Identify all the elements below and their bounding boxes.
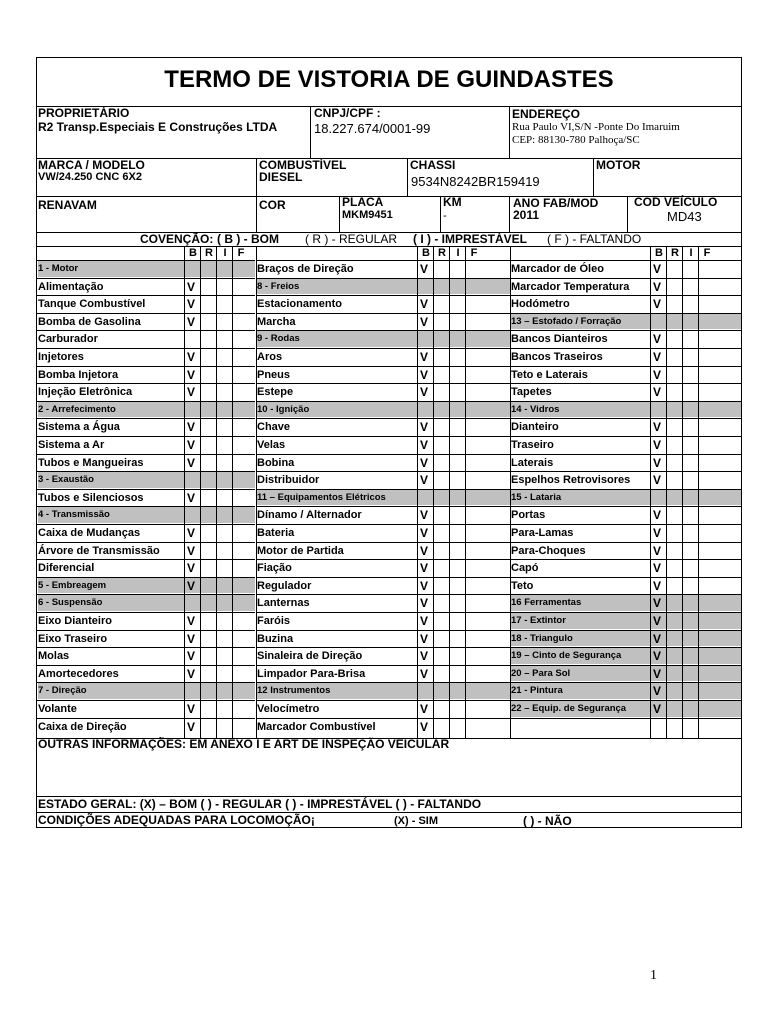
checklist-item: Sistema a Ar <box>38 439 105 451</box>
checklist-item: Limpador Para-Brisa <box>257 667 366 680</box>
check-mark: V <box>187 455 196 470</box>
page-number: 1 <box>650 968 657 983</box>
check-mark: V <box>420 385 429 400</box>
fuel-value: DIESEL <box>259 170 303 184</box>
check-mark: V <box>420 578 429 593</box>
check-mark: V <box>420 719 429 734</box>
section-header: 19 – Cinto de Segurança <box>511 650 622 662</box>
column-header-i: I <box>223 247 227 259</box>
km-value: - <box>443 210 447 222</box>
checklist-item: Teto e Laterais <box>511 368 588 381</box>
section-header: 14 - Vidros <box>511 403 560 415</box>
column-header-i: I <box>689 247 693 259</box>
conditions-label: CONDIÇÕES ADEQUADAS PARA LOCOMOÇÃO¡ <box>38 813 315 827</box>
checklist-item: Diferencial <box>38 562 95 575</box>
checklist-item: Faróis <box>257 615 291 627</box>
check-mark: V <box>653 702 662 716</box>
checklist-item: Velas <box>257 439 286 451</box>
check-mark: V <box>420 614 429 628</box>
section-header: 11 – Equipamentos Elétricos <box>257 491 386 503</box>
checklist-item: Motor de Partida <box>257 544 344 557</box>
check-mark: V <box>653 543 662 558</box>
check-mark: V <box>420 508 429 523</box>
checklist-item: Espelhos Retrovisores <box>511 474 631 487</box>
column-header-f: F <box>470 247 478 259</box>
checklist-item: Bomba Injetora <box>38 368 119 381</box>
checklist-item: Aros <box>257 351 283 363</box>
check-mark: V <box>420 666 429 681</box>
checklist-item: Eixo Traseiro <box>38 632 108 645</box>
conditions-no: ( ) - NÃO <box>523 814 572 828</box>
check-mark: V <box>420 438 429 452</box>
section-header: 20 – Para Sol <box>511 667 571 679</box>
checklist-item: Velocímetro <box>257 703 320 715</box>
section-header: 13 – Estofado / Forração <box>511 315 622 327</box>
check-mark: V <box>187 350 196 364</box>
checklist-item: Marcha <box>257 315 296 328</box>
checklist-item: Sinaleira de Direção <box>257 650 363 663</box>
chassis-label: CHASSI <box>410 158 456 172</box>
checklist-item: Tapetes <box>511 386 552 399</box>
check-mark: V <box>653 455 662 470</box>
check-mark: V <box>187 438 196 452</box>
section-header: 7 - Direção <box>38 685 87 697</box>
checklist-item: Bateria <box>257 527 295 539</box>
year-label: ANO FAB/MOD <box>513 196 599 210</box>
check-mark: V <box>420 526 429 540</box>
checklist-item: Injetores <box>38 351 84 363</box>
address-line-1: Rua Paulo VI,S/N -Ponte Do Imaruim <box>512 121 680 133</box>
check-mark: V <box>653 684 662 699</box>
section-header: 8 - Freios <box>257 280 300 292</box>
check-mark: V <box>653 420 662 435</box>
legend-unusable: ( I ) - IMPRESTÁVEL <box>413 232 527 246</box>
column-header-b: B <box>189 247 197 259</box>
legend-title: COVENÇÃO: <box>140 232 214 246</box>
check-mark: V <box>653 385 662 400</box>
checklist-item: Alimentação <box>38 280 104 293</box>
check-mark: V <box>653 262 662 276</box>
check-mark: V <box>187 702 196 716</box>
motor-label: MOTOR <box>596 158 641 172</box>
section-header: 16 Ferramentas <box>511 597 582 609</box>
check-mark: V <box>187 367 196 382</box>
check-mark: V <box>187 719 196 734</box>
renavam-label: RENAVAM <box>38 198 97 212</box>
checklist-item: Bancos Traseiros <box>511 351 603 363</box>
year-value: 2011 <box>513 208 540 222</box>
cnpj-label: CNPJ/CPF : <box>314 106 381 120</box>
legend-good: ( B ) - BOM <box>217 232 279 246</box>
section-header: 2 - Arrefecimento <box>38 403 116 415</box>
section-header: 18 - Triangulo <box>511 632 573 644</box>
checklist-item: Dianteiro <box>511 421 559 434</box>
checklist-item: Amortecedores <box>38 667 119 680</box>
check-mark: V <box>420 420 429 435</box>
km-label: KM <box>443 195 462 209</box>
column-header-i: I <box>456 247 460 259</box>
check-mark: V <box>420 631 429 646</box>
section-header: 22 – Equip. de Segurança <box>511 703 627 714</box>
check-mark: V <box>420 455 429 470</box>
section-header: 12 Instrumentos <box>257 685 331 697</box>
checklist-item: Tanque Combustível <box>38 298 146 311</box>
checklist-item: Sistema a Água <box>38 421 120 434</box>
checklist-item: Regulador <box>257 579 312 592</box>
check-mark: V <box>187 420 196 435</box>
legend-regular: ( R ) - REGULAR <box>305 232 398 246</box>
check-mark: V <box>420 543 429 558</box>
checklist-item: Tubos e Silenciosos <box>38 491 144 504</box>
checklist-item: Teto <box>511 579 534 592</box>
column-header-f: F <box>237 247 245 259</box>
checklist-item: Marcador Temperatura <box>511 280 630 293</box>
check-mark: V <box>420 350 429 364</box>
checklist-item: Para-Lamas <box>511 527 574 539</box>
checklist-item: Bobina <box>257 456 295 469</box>
check-mark: V <box>653 614 662 628</box>
check-mark: V <box>420 314 429 329</box>
section-header: 15 - Lataria <box>511 491 562 503</box>
check-mark: V <box>187 666 196 681</box>
checklist-item: Estepe <box>257 386 294 399</box>
inspection-form <box>36 57 742 828</box>
checklist-item: Buzina <box>257 632 294 645</box>
column-header-r: R <box>438 247 446 259</box>
check-mark: V <box>653 279 662 294</box>
check-mark: V <box>187 526 196 540</box>
checklist-item: Estacionamento <box>257 298 342 311</box>
checklist-item: Pneus <box>257 368 291 381</box>
checklist-item: Traseiro <box>511 439 554 451</box>
checklist-item: Caixa de Mudanças <box>38 527 141 539</box>
check-mark: V <box>420 367 429 382</box>
general-state: ESTADO GERAL: (X) – BOM ( ) - REGULAR ( ) - IMPRESTÁVEL ( ) - FALTANDO <box>38 797 482 811</box>
check-mark: V <box>653 666 662 681</box>
section-header: 21 - Pintura <box>511 685 563 697</box>
check-mark: V <box>187 314 196 329</box>
checklist-item: Laterais <box>511 456 554 469</box>
section-header: 3 - Exaustão <box>38 474 94 486</box>
check-mark: V <box>187 578 196 593</box>
checklist-item: Bomba de Gasolina <box>38 315 141 328</box>
check-mark: V <box>187 279 196 294</box>
code-label: COD VEÍCULO <box>634 195 718 209</box>
check-mark: V <box>420 702 429 716</box>
checklist-item: Braços de Direção <box>257 263 354 275</box>
column-header-f: F <box>703 247 711 259</box>
check-mark: V <box>187 385 196 400</box>
check-mark: V <box>187 649 196 664</box>
check-mark: V <box>187 614 196 628</box>
check-mark: V <box>420 262 429 276</box>
check-mark: V <box>420 561 429 576</box>
checklist-item: Carburador <box>38 333 98 346</box>
legend-missing: ( F ) - FALTANDO <box>547 232 642 246</box>
checklist-item: Distribuidor <box>257 474 320 487</box>
checklist-item: Caixa de Direção <box>38 720 127 733</box>
section-header: 4 - Transmissão <box>38 509 110 521</box>
other-info: OUTRAS INFORMAÇÕES: EM ANEXO I E ART DE INSPEÇÃO VEICULAR <box>38 737 450 751</box>
checklist-item: Eixo Dianteiro <box>38 615 112 627</box>
check-mark: V <box>653 649 662 664</box>
check-mark: V <box>653 350 662 364</box>
checklist-item: Portas <box>511 509 546 522</box>
check-mark: V <box>187 297 196 312</box>
checklist-item: Marcador de Óleo <box>511 263 604 275</box>
check-mark: V <box>653 297 662 312</box>
check-mark: V <box>653 526 662 540</box>
check-mark: V <box>653 508 662 523</box>
color-label: COR <box>259 198 286 212</box>
check-mark: V <box>653 596 662 611</box>
section-header: 10 - Ignição <box>257 403 310 415</box>
chassis-value: 9534N8242BR159419 <box>411 174 540 189</box>
section-header: 9 - Rodas <box>257 333 300 345</box>
check-mark: V <box>187 561 196 576</box>
section-header: 17 - Extintor <box>511 615 566 626</box>
checklist-item: Volante <box>38 703 77 715</box>
plate-label: PLACA <box>342 195 384 209</box>
plate-value: MKM9451 <box>342 209 393 221</box>
checklist-item: Bancos Dianteiros <box>511 333 608 346</box>
owner-label: PROPRIETÁRIO <box>38 106 130 120</box>
column-header-r: R <box>671 247 679 259</box>
address-label: ENDEREÇO <box>512 107 581 121</box>
checklist-item: Chave <box>257 421 291 434</box>
checklist-item: Tubos e Mangueiras <box>38 456 144 469</box>
model-label: MARCA / MODELO <box>38 158 145 172</box>
check-mark: V <box>653 332 662 347</box>
check-mark: V <box>653 438 662 452</box>
column-header-b: B <box>655 247 663 259</box>
address-line-2: CEP: 88130-780 Palhoça/SC <box>512 134 640 146</box>
checklist-item: Fiação <box>257 562 292 575</box>
check-mark: V <box>420 649 429 664</box>
checklist-item: Marcador Combustível <box>257 720 376 733</box>
checklist-item: Hodómetro <box>511 298 570 311</box>
check-mark: V <box>420 596 429 611</box>
conditions-yes: (X) - SIM <box>394 815 438 827</box>
model-value: VW/24.250 CNC 6X2 <box>38 171 142 183</box>
cnpj-value: 18.227.674/0001-99 <box>314 121 431 136</box>
column-header-b: B <box>422 247 430 259</box>
owner-value: R2 Transp.Especiais E Construções LTDA <box>38 120 278 134</box>
check-mark: V <box>420 473 429 488</box>
code-value: MD43 <box>667 209 702 224</box>
column-header-r: R <box>205 247 213 259</box>
section-header: 5 - Embreagem <box>38 579 107 591</box>
form-title: TERMO DE VISTORIA DE GUINDASTES <box>164 66 614 93</box>
check-mark: V <box>653 578 662 593</box>
check-mark: V <box>653 473 662 488</box>
checklist-item: Injeção Eletrônica <box>38 386 133 399</box>
check-mark: V <box>187 631 196 646</box>
checklist-item: Árvore de Transmissão <box>38 544 160 557</box>
checklist-item: Capó <box>511 562 539 575</box>
checklist-item: Molas <box>38 650 70 663</box>
check-mark: V <box>187 490 196 505</box>
check-mark: V <box>187 543 196 558</box>
check-mark: V <box>420 297 429 312</box>
check-mark: V <box>653 561 662 576</box>
fuel-label: COMBUSTÍVEL <box>259 158 347 172</box>
check-mark: V <box>653 631 662 646</box>
section-header: 1 - Motor <box>38 263 79 274</box>
section-header: 6 - Suspensão <box>38 597 103 609</box>
checklist-item: Lanternas <box>257 597 310 610</box>
checklist-item: Para-Choques <box>511 544 586 557</box>
checklist-item: Dínamo / Alternador <box>257 509 362 522</box>
check-mark: V <box>653 367 662 382</box>
